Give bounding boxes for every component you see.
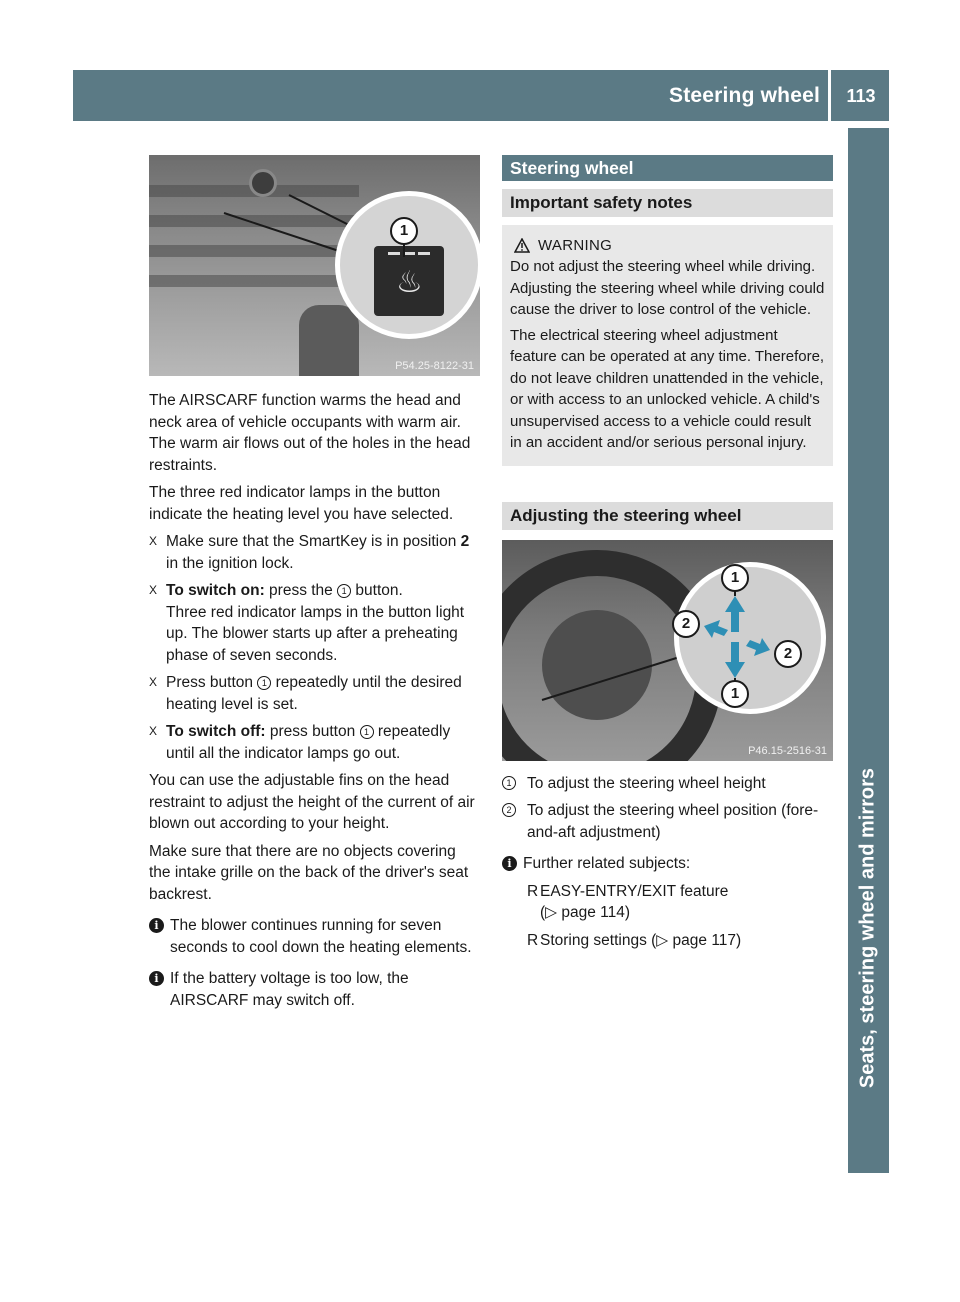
step-arrow-icon: X (149, 534, 158, 548)
intro-paragraph: The AIRSCARF function warms the head and neck area of vehicle occupants with warm air. The warm air flows out of the holes in the head restraints. (149, 392, 471, 474)
page-header (73, 70, 889, 121)
section-heading: Steering wheel (502, 155, 833, 181)
page-number: 113 (846, 86, 876, 106)
ref-callout: 1 (360, 725, 374, 739)
step-item: X Press button 1 repeatedly until the desired heating level is set. (149, 674, 462, 713)
side-chapter-tab (848, 128, 889, 1173)
bullet-icon: R (527, 931, 539, 949)
airscarf-button-photo (149, 155, 480, 376)
adjust-heading: Adjusting the steering wheel (502, 502, 833, 530)
list-item[interactable] (523, 930, 833, 952)
legend-item: 2 To adjust the steering wheel position (fore-and-aft adjustment) (502, 800, 833, 843)
safety-heading: Important safety notes (502, 189, 833, 217)
info-icon: i (149, 971, 164, 986)
step-item: X Make sure that the SmartKey is in position 2 in the ignition lock. (149, 533, 470, 572)
chapter-title: Steering wheel (668, 84, 820, 107)
warning-triangle-icon (514, 238, 530, 253)
intake-paragraph: Make sure that there are no objects covering the intake grille on the back of the driver's seat backrest. (149, 842, 469, 903)
page-reference-link[interactable]: (▷ page 114) (540, 904, 631, 921)
warning-label: WARNING (538, 237, 613, 254)
callout-2-right: 2 (774, 640, 802, 668)
warning-title (510, 237, 825, 254)
fins-paragraph: You can use the adjustable fins on the head restraint to adjust the height of the current of air blown out according to your height. (149, 772, 475, 832)
page-reference-link[interactable]: Storing settings (▷ page 117) (540, 931, 742, 949)
warning-text: Do not adjust the steering wheel while driving. Adjusting the steering wheel while driving could cause the driver to lose control of the vehicle. (510, 258, 825, 318)
warning-text: The electrical steering wheel adjustment feature can be operated at any time. Therefore, do not leave children unattended in the vehicle, or with access to an unlocked vehicle. A child's unsupervised access to a vehicle could result in an accident and/or serious personal injury. (510, 326, 825, 451)
info-icon: i (502, 856, 517, 871)
steering-wheel-photo (502, 540, 833, 761)
header-divider (828, 70, 831, 121)
side-tab-label: Seats, steering wheel and mirrors (856, 767, 879, 1089)
info-note: i The blower continues running for seven seconds to cool down the heating elements. (149, 915, 480, 958)
callout-1-bottom: 1 (721, 680, 749, 708)
photo-code: P54.25-8122-31 (395, 360, 474, 372)
legend-callout: 1 (502, 776, 516, 790)
step-arrow-icon: X (149, 583, 158, 597)
photo-code: P46.15-2516-31 (748, 744, 827, 757)
legend-callout: 2 (502, 803, 516, 817)
bullet-icon: R (527, 882, 539, 900)
step-item: X To switch off: press button 1 repeatedly until all the indicator lamps go out. (149, 723, 451, 762)
info-note: i If the battery voltage is too low, the AIRSCARF may switch off. (149, 968, 480, 1011)
list-item[interactable]: R EASY-ENTRY/EXIT feature (▷ page 114) (527, 882, 729, 921)
indicator-paragraph: The three red indicator lamps in the button indicate the heating level you have selected. (149, 484, 454, 523)
step-arrow-icon: X (149, 675, 158, 689)
warning-box (502, 225, 833, 466)
callout-line (149, 155, 480, 376)
related-subjects-list (502, 881, 833, 952)
right-column (502, 155, 833, 951)
callout-1-top: 1 (721, 564, 749, 592)
callout-1: 1 (390, 217, 418, 245)
info-note: i Further related subjects: (502, 853, 833, 875)
ref-callout: 1 (257, 676, 271, 690)
info-icon: i (149, 918, 164, 933)
step-arrow-icon: X (149, 724, 158, 738)
seat-heater-icon: ♨ (396, 266, 423, 299)
step-item: X To switch on: press the 1 button. Three red indicator lamps in the button light up. The blower starts up after a preheating phase of seven seconds. (149, 582, 465, 664)
ref-callout: 1 (337, 584, 351, 598)
legend-item: 1 To adjust the steering wheel height (502, 773, 833, 795)
callout-2-left: 2 (672, 610, 700, 638)
left-column (149, 155, 480, 1011)
